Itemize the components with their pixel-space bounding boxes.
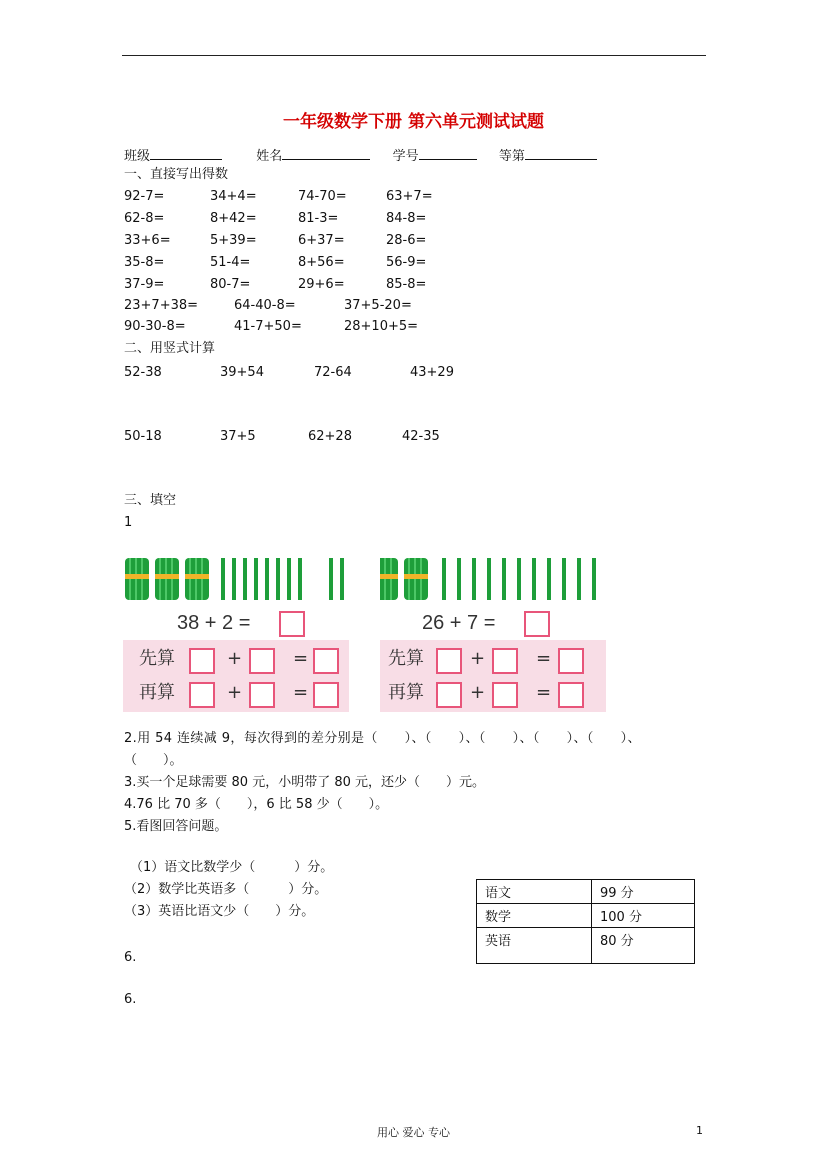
arithmetic-problem: 5+39= xyxy=(210,233,257,248)
arithmetic-problem: 92-7= xyxy=(124,189,165,204)
question-1-number: 1 xyxy=(124,515,133,530)
grade-label: 等第 xyxy=(498,149,525,164)
vertical-problem: 39+54 xyxy=(220,365,264,380)
question-5-sub2: （2）数学比英语多（ ）分。 xyxy=(124,882,328,897)
arithmetic-problem: 8+42= xyxy=(210,211,257,226)
stick-bundle-icon xyxy=(404,558,428,600)
arithmetic-problem: 63+7= xyxy=(386,189,433,204)
arithmetic-problem: 51-4= xyxy=(210,255,251,270)
equals-sign: = xyxy=(293,682,309,703)
arithmetic-problem: 62-8= xyxy=(124,211,165,226)
answer-box[interactable] xyxy=(313,682,339,708)
single-sticks-icon xyxy=(442,558,596,600)
number-field[interactable] xyxy=(419,146,477,160)
vertical-problem: 43+29 xyxy=(410,365,454,380)
arithmetic-problem: 34+4= xyxy=(210,189,257,204)
name-label: 姓名 xyxy=(256,149,283,164)
answer-box[interactable] xyxy=(524,611,550,637)
then-calc-label: 再算 xyxy=(139,682,175,703)
first-calc-label: 先算 xyxy=(139,648,175,669)
student-info-line xyxy=(124,146,597,165)
stick-bundle-icon xyxy=(155,558,179,600)
question-6-number: 6. xyxy=(124,950,137,965)
arithmetic-problem: 33+6= xyxy=(124,233,171,248)
answer-box[interactable] xyxy=(492,682,518,708)
subject-cell: 英语 xyxy=(477,928,592,964)
question-2: 2.用 54 连续减 9，每次得到的差分别是（ ）、（ ）、（ ）、（ ）、（ ）、 xyxy=(124,731,641,746)
counting-sticks-image xyxy=(123,548,353,604)
page-number: 1 xyxy=(696,1124,703,1137)
class-label: 班级 xyxy=(124,149,151,164)
answer-box[interactable] xyxy=(558,648,584,674)
answer-box[interactable] xyxy=(492,648,518,674)
equals-sign: = xyxy=(536,682,552,703)
first-calc-label: 先算 xyxy=(388,648,424,669)
figure-equation: 38 + 2 = xyxy=(177,612,251,634)
question-2-cont: （ ）。 xyxy=(124,753,183,768)
arithmetic-problem: 56-9= xyxy=(386,255,427,270)
stick-bundle-icon xyxy=(185,558,209,600)
arithmetic-problem: 23+7+38= xyxy=(124,298,199,313)
answer-box[interactable] xyxy=(436,682,462,708)
single-sticks-icon xyxy=(221,558,344,600)
arithmetic-problem: 37-9= xyxy=(124,277,165,292)
score-cell: 100 分 xyxy=(592,904,695,928)
stick-bundle-icon xyxy=(380,558,398,600)
arithmetic-problem: 28-6= xyxy=(386,233,427,248)
question-5-sub3: （3）英语比语文少（ ）分。 xyxy=(124,904,315,919)
question-5: 5.看图回答问题。 xyxy=(124,819,228,834)
arithmetic-problem: 41-7+50= xyxy=(234,319,302,334)
plus-sign: + xyxy=(227,648,243,669)
section1-heading: 一、直接写出得数 xyxy=(124,167,229,182)
plus-sign: + xyxy=(470,682,486,703)
table-row xyxy=(477,928,695,964)
calc-steps-panel xyxy=(123,640,349,712)
question-6-number: 6. xyxy=(124,992,137,1007)
vertical-problem: 62+28 xyxy=(308,429,352,444)
question-3: 3.买一个足球需要 80 元，小明带了 80 元，还少（ ）元。 xyxy=(124,775,486,790)
answer-box[interactable] xyxy=(249,648,275,674)
arithmetic-problem: 8+56= xyxy=(298,255,345,270)
arithmetic-problem: 6+37= xyxy=(298,233,345,248)
grade-field[interactable] xyxy=(525,146,597,160)
table-row xyxy=(477,904,695,928)
subject-cell: 数学 xyxy=(477,904,592,928)
answer-box[interactable] xyxy=(189,648,215,674)
arithmetic-problem: 74-70= xyxy=(298,189,347,204)
page-title: 一年级数学下册 第六单元测试试题 xyxy=(283,112,544,132)
plus-sign: + xyxy=(470,648,486,669)
counting-sticks-figure-1 xyxy=(123,548,353,714)
vertical-problem: 50-18 xyxy=(124,429,162,444)
answer-box[interactable] xyxy=(189,682,215,708)
page-footer: 用心 爱心 专心 xyxy=(377,1126,450,1139)
vertical-problem: 72-64 xyxy=(314,365,352,380)
vertical-problem: 52-38 xyxy=(124,365,162,380)
equals-sign: = xyxy=(293,648,309,669)
vertical-problem: 37+5 xyxy=(220,429,256,444)
arithmetic-problem: 90-30-8= xyxy=(124,319,186,334)
arithmetic-problem: 64-40-8= xyxy=(234,298,296,313)
table-row xyxy=(477,880,695,904)
section2-heading: 二、用竖式计算 xyxy=(124,341,216,356)
counting-sticks-image xyxy=(380,548,610,604)
answer-box[interactable] xyxy=(249,682,275,708)
subject-cell: 语文 xyxy=(477,880,592,904)
answer-box[interactable] xyxy=(436,648,462,674)
vertical-problem: 42-35 xyxy=(402,429,440,444)
arithmetic-problem: 85-8= xyxy=(386,277,427,292)
equals-sign: = xyxy=(536,648,552,669)
arithmetic-problem: 81-3= xyxy=(298,211,339,226)
score-cell: 99 分 xyxy=(592,880,695,904)
arithmetic-problem: 29+6= xyxy=(298,277,345,292)
arithmetic-problem: 80-7= xyxy=(210,277,251,292)
arithmetic-problem: 28+10+5= xyxy=(344,319,419,334)
question-4: 4.76 比 70 多（ ），6 比 58 少（ ）。 xyxy=(124,797,389,812)
name-field[interactable] xyxy=(282,146,370,160)
stick-bundle-icon xyxy=(125,558,149,600)
plus-sign: + xyxy=(227,682,243,703)
arithmetic-problem: 37+5-20= xyxy=(344,298,412,313)
question-5-sub1: （1）语文比数学少（ ）分。 xyxy=(130,860,334,875)
figure-equation: 26 + 7 = xyxy=(422,612,496,634)
scores-table xyxy=(476,879,695,964)
counting-sticks-figure-2 xyxy=(380,548,610,714)
arithmetic-problem: 35-8= xyxy=(124,255,165,270)
score-cell: 80 分 xyxy=(592,928,695,964)
section3-heading: 三、填空 xyxy=(124,493,177,508)
answer-box[interactable] xyxy=(313,648,339,674)
header-rule xyxy=(122,55,706,56)
calc-steps-panel xyxy=(380,640,606,712)
answer-box[interactable] xyxy=(279,611,305,637)
then-calc-label: 再算 xyxy=(388,682,424,703)
class-field[interactable] xyxy=(150,146,222,160)
arithmetic-problem: 84-8= xyxy=(386,211,427,226)
answer-box[interactable] xyxy=(558,682,584,708)
number-label: 学号 xyxy=(392,149,419,164)
